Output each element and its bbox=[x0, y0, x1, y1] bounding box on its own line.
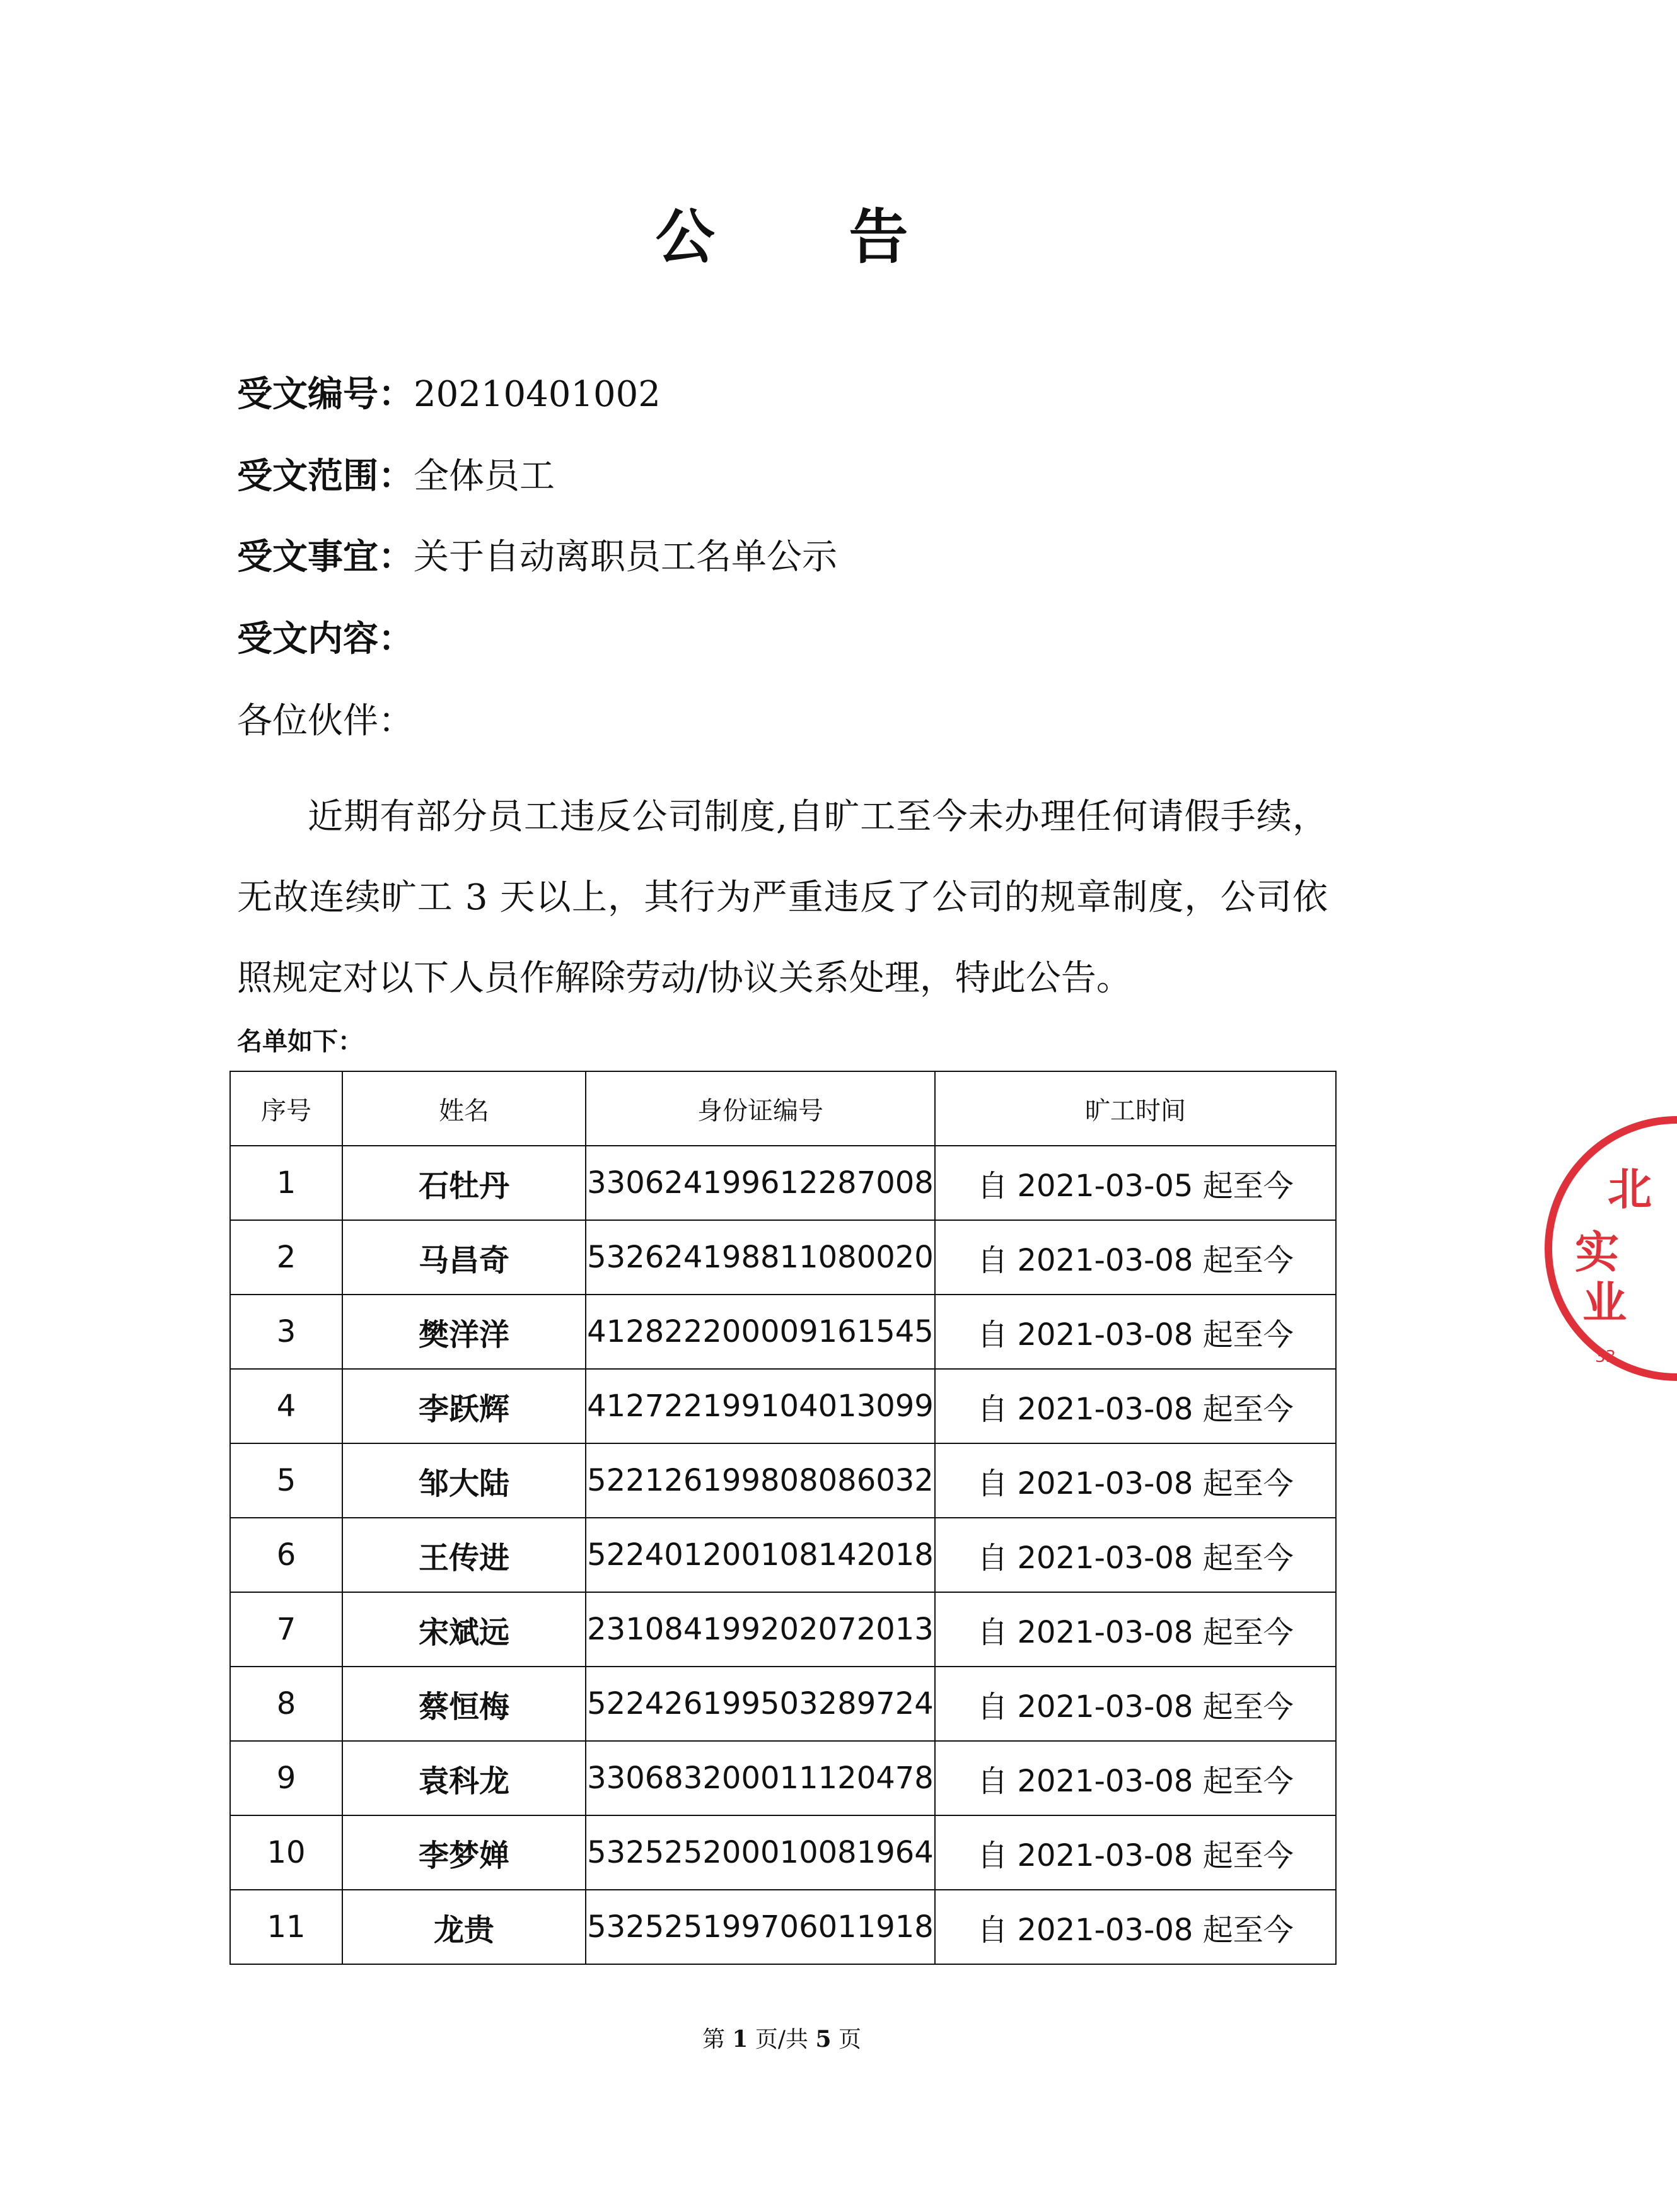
field-value: 20210401002 bbox=[414, 374, 661, 415]
table-row bbox=[230, 1667, 1336, 1741]
cell-name: 宋斌远 bbox=[342, 1592, 586, 1667]
table-row bbox=[230, 1890, 1336, 1964]
cell-name: 王传进 bbox=[342, 1518, 586, 1592]
footer-prefix: 第 bbox=[702, 2027, 725, 2052]
cell-absence-period: 自 2021-03-08 起至今 bbox=[935, 1518, 1336, 1592]
cell-absence-period: 自 2021-03-08 起至今 bbox=[935, 1815, 1336, 1890]
page-footer bbox=[0, 2022, 1564, 2054]
cell-absence-period: 自 2021-03-08 起至今 bbox=[935, 1741, 1336, 1815]
cell-index: 8 bbox=[230, 1667, 342, 1741]
field-label: 受文范围： bbox=[237, 456, 414, 497]
field-value: 全体员工 bbox=[414, 456, 555, 497]
header-id-number: 身份证编号 bbox=[586, 1071, 935, 1146]
cell-name: 龙贵 bbox=[342, 1890, 586, 1964]
field-document-number bbox=[237, 370, 661, 420]
cell-index: 1 bbox=[230, 1146, 342, 1220]
field-subject bbox=[237, 532, 837, 583]
table-row bbox=[230, 1592, 1336, 1667]
table-row bbox=[230, 1295, 1336, 1369]
seal-char: 北 bbox=[1608, 1163, 1652, 1215]
cell-name: 马昌奇 bbox=[342, 1220, 586, 1295]
cell-id-number: 412822200009161545 bbox=[586, 1295, 935, 1369]
table-row bbox=[230, 1146, 1336, 1220]
cell-index: 5 bbox=[230, 1443, 342, 1518]
cell-index: 10 bbox=[230, 1815, 342, 1890]
header-absence-period: 旷工时间 bbox=[935, 1071, 1336, 1146]
table-row bbox=[230, 1741, 1336, 1815]
cell-absence-period: 自 2021-03-08 起至今 bbox=[935, 1295, 1336, 1369]
seal-char: 33 bbox=[1595, 1348, 1616, 1366]
cell-absence-period: 自 2021-03-08 起至今 bbox=[935, 1592, 1336, 1667]
table-row bbox=[230, 1369, 1336, 1443]
footer-middle: 页/共 bbox=[755, 2027, 809, 2052]
notice-title: 公 告 bbox=[655, 203, 965, 272]
header-name: 姓名 bbox=[342, 1071, 586, 1146]
cell-id-number: 330683200011120478 bbox=[586, 1741, 935, 1815]
cell-index: 4 bbox=[230, 1369, 342, 1443]
cell-id-number: 231084199202072013 bbox=[586, 1592, 935, 1667]
cell-index: 3 bbox=[230, 1295, 342, 1369]
total-pages: 5 bbox=[815, 2026, 832, 2052]
field-label: 受文事宜： bbox=[237, 537, 414, 578]
cell-name: 樊洋洋 bbox=[342, 1295, 586, 1369]
cell-id-number: 522401200108142018 bbox=[586, 1518, 935, 1592]
cell-name: 邹大陆 bbox=[342, 1443, 586, 1518]
cell-index: 2 bbox=[230, 1220, 342, 1295]
cell-id-number: 522126199808086032 bbox=[586, 1443, 935, 1518]
field-scope bbox=[237, 451, 555, 502]
cell-name: 李梦婵 bbox=[342, 1815, 586, 1890]
cell-absence-period: 自 2021-03-08 起至今 bbox=[935, 1369, 1336, 1443]
table-row bbox=[230, 1443, 1336, 1518]
cell-name: 石牡丹 bbox=[342, 1146, 586, 1220]
cell-id-number: 532525199706011918 bbox=[586, 1890, 935, 1964]
cell-absence-period: 自 2021-03-08 起至今 bbox=[935, 1890, 1336, 1964]
table-row bbox=[230, 1518, 1336, 1592]
list-label: 名单如下： bbox=[237, 1027, 363, 1056]
field-value: 关于自动离职员工名单公示 bbox=[414, 537, 837, 578]
seal-char: 实 bbox=[1575, 1226, 1619, 1278]
cell-id-number: 532525200010081964 bbox=[586, 1815, 935, 1890]
cell-name: 蔡恒梅 bbox=[342, 1667, 586, 1741]
cell-absence-period: 自 2021-03-08 起至今 bbox=[935, 1667, 1336, 1741]
current-page: 1 bbox=[732, 2026, 748, 2052]
cell-absence-period: 自 2021-03-05 起至今 bbox=[935, 1146, 1336, 1220]
cell-index: 6 bbox=[230, 1518, 342, 1592]
cell-name: 袁科龙 bbox=[342, 1741, 586, 1815]
field-label: 受文内容： bbox=[237, 619, 414, 660]
table-body bbox=[230, 1146, 1336, 1964]
table-row bbox=[230, 1815, 1336, 1890]
footer-suffix: 页 bbox=[838, 2027, 862, 2052]
cell-name: 李跃辉 bbox=[342, 1369, 586, 1443]
table-header-row bbox=[230, 1071, 1336, 1146]
cell-index: 7 bbox=[230, 1592, 342, 1667]
cell-id-number: 330624199612287008 bbox=[586, 1146, 935, 1220]
cell-absence-period: 自 2021-03-08 起至今 bbox=[935, 1443, 1336, 1518]
cell-id-number: 522426199503289724 bbox=[586, 1667, 935, 1741]
dismissal-table bbox=[229, 1071, 1337, 1965]
seal-char: 业 bbox=[1582, 1277, 1627, 1329]
cell-index: 11 bbox=[230, 1890, 342, 1964]
cell-absence-period: 自 2021-03-08 起至今 bbox=[935, 1220, 1336, 1295]
body-paragraph: 近期有部分员工违反公司制度,自旷工至今未办理任何请假手续，无故连续旷工 3 天以上，其行为严重违反了公司的规章制度，公司依照规定对以下人员作解除劳动/协议关系处理，特此公告。 bbox=[237, 796, 1328, 999]
company-seal bbox=[1513, 1110, 1677, 1387]
field-label: 受文编号： bbox=[237, 374, 414, 415]
cell-index: 9 bbox=[230, 1741, 342, 1815]
greeting: 各位伙伴： bbox=[237, 701, 414, 742]
cell-id-number: 412722199104013099 bbox=[586, 1369, 935, 1443]
header-index: 序号 bbox=[230, 1071, 342, 1146]
cell-id-number: 532624198811080020 bbox=[586, 1220, 935, 1295]
table-row bbox=[230, 1220, 1336, 1295]
field-content bbox=[237, 614, 414, 665]
